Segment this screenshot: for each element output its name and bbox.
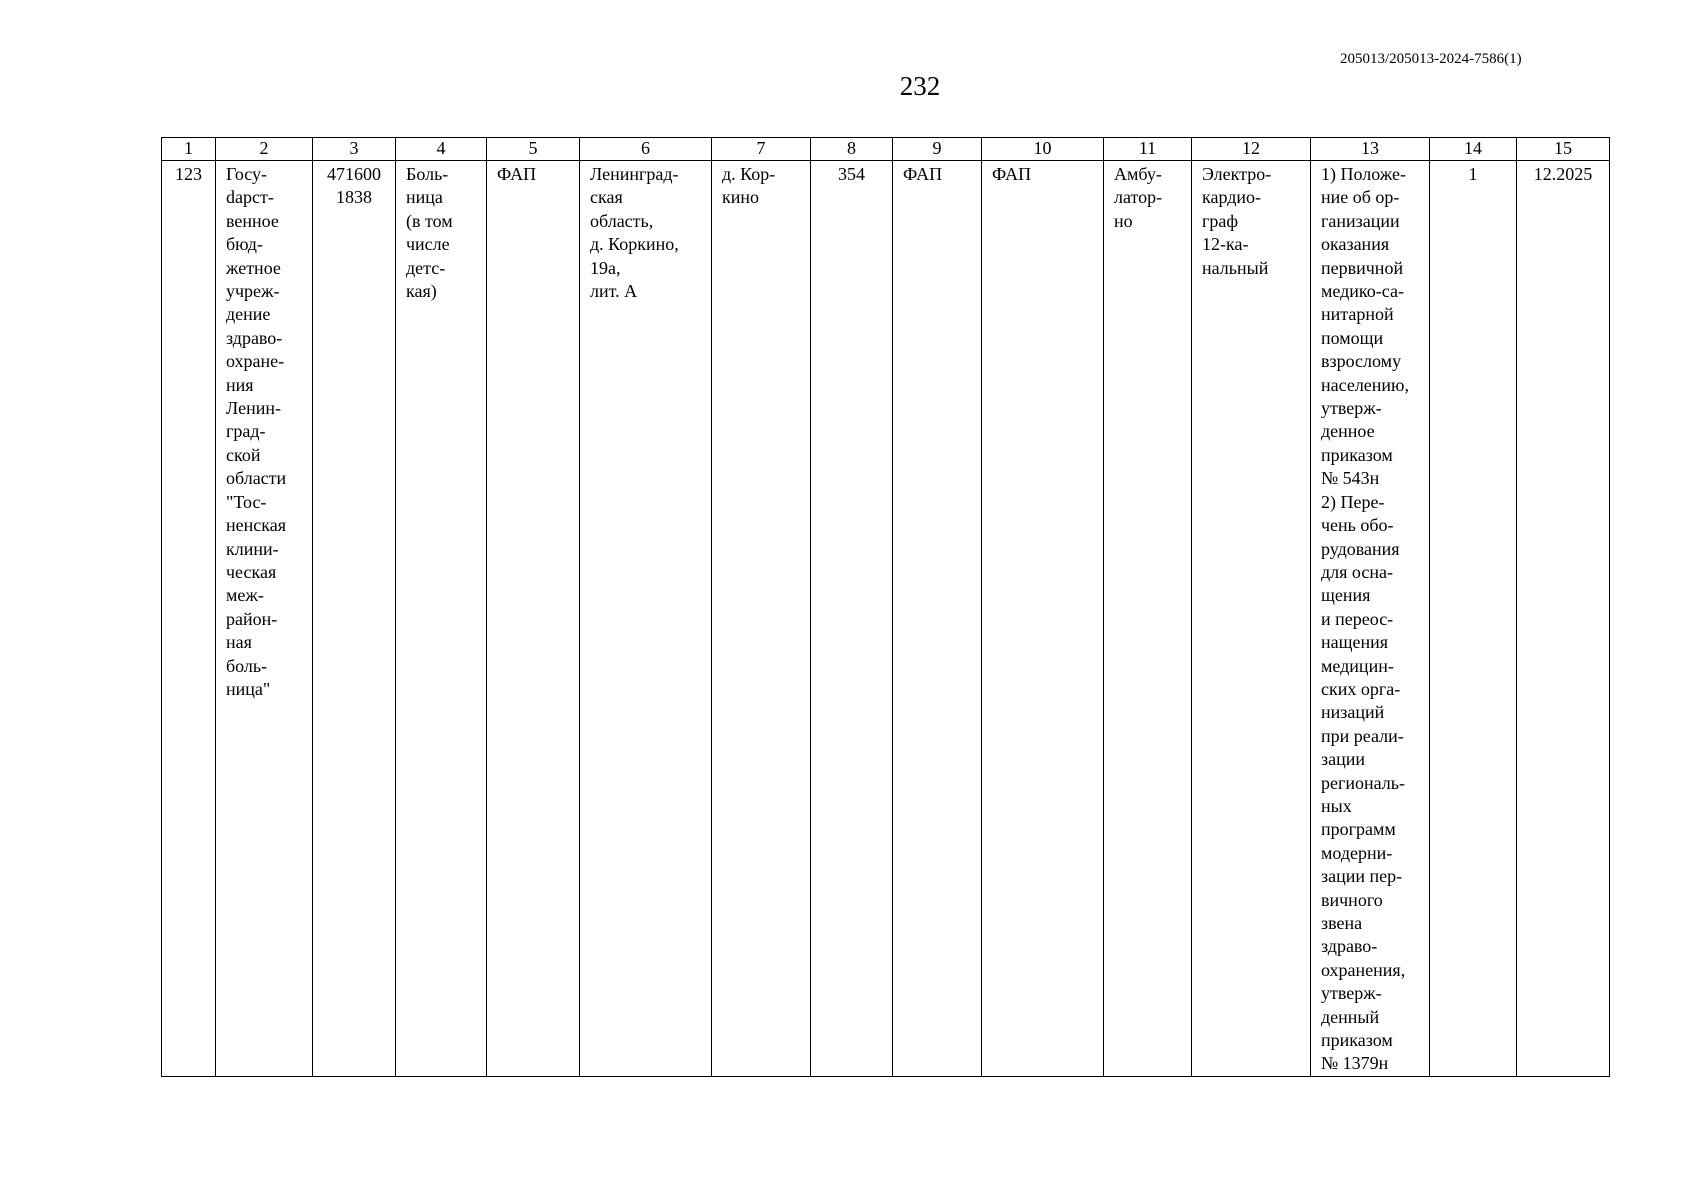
facility-type-cell bbox=[893, 161, 982, 1077]
quantity-value: 1 bbox=[1468, 164, 1478, 184]
column-header: 14 bbox=[1430, 138, 1517, 161]
column-header: 2 bbox=[216, 138, 313, 161]
document-id: 205013/205013-2024-7586(1) bbox=[1340, 51, 1522, 67]
inn-value: 471600 1838 bbox=[327, 164, 381, 208]
row-number-cell bbox=[162, 161, 216, 1077]
column-header: 8 bbox=[811, 138, 893, 161]
unit-type: ФАП bbox=[497, 164, 537, 184]
column-header: 11 bbox=[1104, 138, 1192, 161]
quantity-cell bbox=[1430, 161, 1517, 1077]
organization-name: Госу- dарст- венное бюд- жетное учреж- дение здраво- охране- ния Ленин- град- ской области "Тос- ненская клини- ческая меж- район- ная боль- ница" bbox=[226, 164, 287, 699]
unit-type-cell bbox=[487, 161, 580, 1077]
facility-subtype: ФАП bbox=[992, 164, 1032, 184]
inn-cell bbox=[313, 161, 396, 1077]
row-number: 123 bbox=[175, 164, 202, 184]
date-value: 12.2025 bbox=[1533, 164, 1593, 184]
regulations-cell bbox=[1311, 161, 1430, 1077]
equipment-cell bbox=[1192, 161, 1311, 1077]
column-header: 3 bbox=[313, 138, 396, 161]
facility-subtype-cell bbox=[982, 161, 1104, 1077]
column-header: 4 bbox=[396, 138, 487, 161]
institution-type-cell bbox=[396, 161, 487, 1077]
column-header: 6 bbox=[580, 138, 712, 161]
care-conditions-cell bbox=[1104, 161, 1192, 1077]
equipment-name: Электро- кардио- граф 12-ка- нальный bbox=[1202, 164, 1272, 278]
address: Ленинград- ская область, д. Коркино, 19а, лит. А bbox=[590, 164, 679, 302]
date-cell bbox=[1517, 161, 1610, 1077]
column-header: 10 bbox=[982, 138, 1104, 161]
column-header: 1 bbox=[162, 138, 216, 161]
column-header: 15 bbox=[1517, 138, 1610, 161]
population-cell bbox=[811, 161, 893, 1077]
table-header-row bbox=[162, 138, 1610, 161]
care-conditions: Амбу- латор- но bbox=[1114, 164, 1163, 231]
settlement-cell bbox=[712, 161, 811, 1077]
settlement: д. Кор- кино bbox=[722, 164, 776, 208]
column-header: 9 bbox=[893, 138, 982, 161]
population-value: 354 bbox=[838, 164, 865, 184]
facility-type: ФАП bbox=[903, 164, 943, 184]
table-row bbox=[162, 161, 1610, 1077]
register-table bbox=[161, 137, 1610, 1077]
regulations-text: 1) Положе- ние об ор- ганизации оказания первичной медико-са- нитарной помощи взрослому населению, утверж- денное приказом № 543н 2) Пере- чень обо- рудования для осна- щения и переос- нащения медицин- ских орга- низаций при реали- зации региональ- ных программ модерни- зации пер- вичного звена здраво- охранения, утверж- денный приказом № 1379н bbox=[1321, 164, 1410, 1074]
address-cell bbox=[580, 161, 712, 1077]
column-header: 13 bbox=[1311, 138, 1430, 161]
organization-cell bbox=[216, 161, 313, 1077]
page-number: 232 bbox=[899, 71, 941, 101]
column-header: 12 bbox=[1192, 138, 1311, 161]
institution-type: Боль- ница (в том числе детс- кая) bbox=[406, 164, 453, 302]
column-header: 7 bbox=[712, 138, 811, 161]
column-header: 5 bbox=[487, 138, 580, 161]
